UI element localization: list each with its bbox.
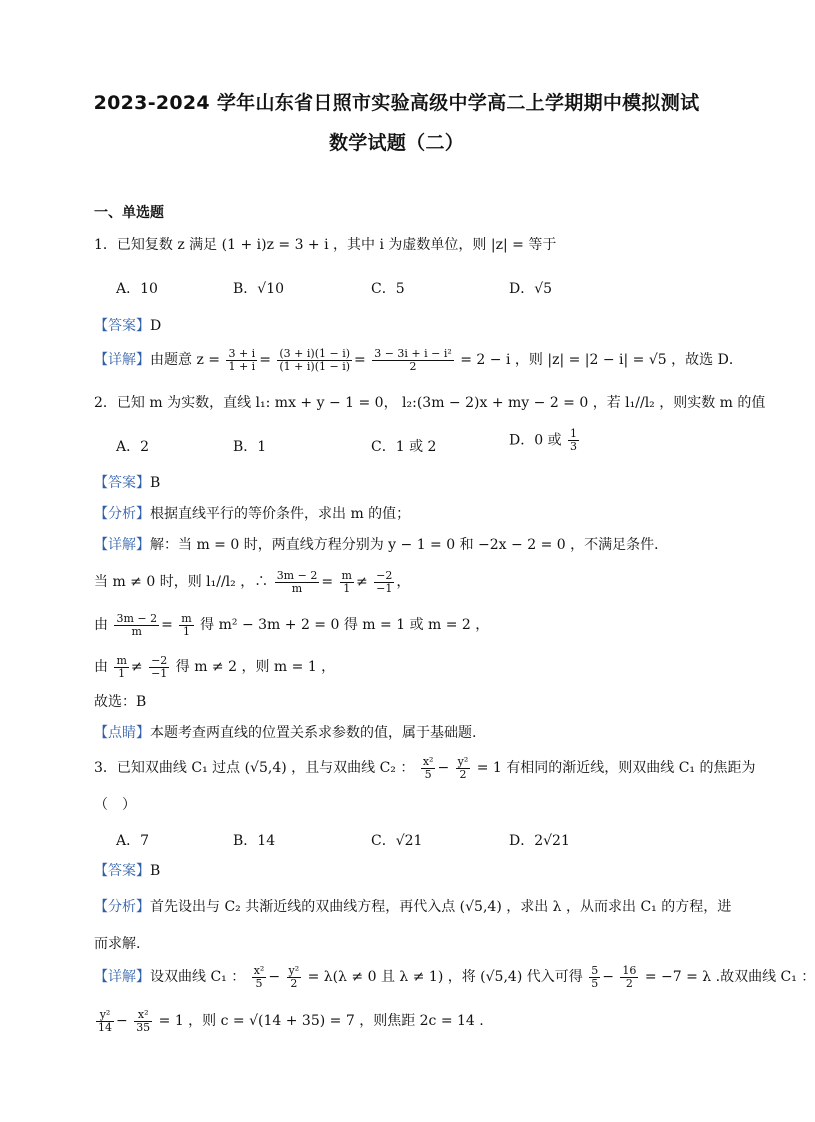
- q2-step1: 当 m ≠ 0 时，则 l₁//l₂ ，∴ $\frac{3m - 2}{m}$ = $\frac{m}{1}$ ≠ $\frac{-2}{-1}$ ，: [94, 568, 411, 595]
- answer-value: B: [150, 863, 161, 879]
- fraction: $\frac{\text{y²}}{14}$: [98, 1007, 112, 1034]
- q3-detail-text-a: 设双曲线 C₁ ：: [150, 969, 246, 985]
- fraction: $\frac{3m - 2}{m}$: [276, 568, 318, 595]
- q2-option-c: C．1 或 2: [371, 439, 437, 455]
- fraction: $\frac{\text{y²}}{2}$: [457, 754, 469, 781]
- answer-label: 【答案】: [94, 318, 150, 334]
- detail-label: 【详解】: [94, 969, 150, 985]
- answer-value: D: [150, 318, 162, 334]
- section-heading: 一、单选题: [94, 205, 164, 221]
- q3-stem-text-a: 3．已知双曲线 C₁ 过点 (√5,4) ，且与双曲线 C₂ ：: [94, 760, 415, 776]
- q2-step2-text-b: 得 m² − 3m + 2 = 0 得 m = 1 或 m = 2 ，: [200, 617, 490, 633]
- document-title-line2: 数学试题（二）: [328, 132, 465, 154]
- q3-stem: 3．已知双曲线 C₁ 过点 (√5,4) ，且与双曲线 C₂ ： $\frac{\text{x²}}{5}$ − $\frac{\text{y²}}{2}$ = 1 有相同的渐近线，则双曲线 C₁ 的焦距为: [94, 754, 756, 781]
- q3-detail-text-b: = λ(λ ≠ 0 且 λ ≠ 1) ，将 (√5,4) 代入可得: [307, 969, 583, 985]
- fraction: $\frac{\text{x²}}{35}$: [136, 1007, 151, 1034]
- answer-label: 【答案】: [94, 475, 150, 491]
- q2-step2: 由 $\frac{3m - 2}{m}$ = $\frac{m}{1}$ 得 m² − 3m + 2 = 0 得 m = 1 或 m = 2 ，: [94, 611, 490, 638]
- q2-answer: [94, 473, 713, 493]
- fraction: $\frac{1}{3}$: [570, 427, 578, 453]
- fraction: $\frac{m}{1}$: [341, 568, 352, 595]
- q3-stem-text-b: = 1 有相同的渐近线，则双曲线 C₁ 的焦距为: [476, 760, 756, 776]
- q1-detail-text-a: 由题意 z =: [150, 352, 221, 368]
- fraction: $\frac{\text{x²}}{5}$: [422, 754, 434, 781]
- q1-stem: 1．已知复数 z 满足 (1 + i)z = 3 + i ，其中 i 为虚数单位，则 |z| = 等于: [94, 237, 557, 253]
- fraction: $\frac{-2}{-1}$: [151, 653, 168, 680]
- q2-step2-text-a: 由: [94, 617, 108, 633]
- q2-comment-text: 本题考查两直线的位置关系求参数的值，属于基础题.: [150, 725, 477, 741]
- fraction: $\frac{3m - 2}{m}$: [116, 611, 158, 638]
- detail-label: 【详解】: [94, 537, 150, 553]
- fraction: $\frac{m}{1}$: [116, 653, 127, 680]
- q1-option-d: D．√5: [509, 281, 553, 297]
- comment-label: 【点睛】: [94, 725, 150, 741]
- fraction: $\frac{(3 + i)(1 - i)}{(1 + i)(1 - i)}$: [279, 346, 351, 373]
- q3-detail-line1: 【详解】设双曲线 C₁ ： $\frac{\text{x²}}{5}$ − $\frac{\text{y²}}{2}$ = λ(λ ≠ 0 且 λ ≠ 1) ，将 (√5,4) 代入可得 $\frac{5}{5}$ − $\frac{16}{2}$ = −7 = λ .故双曲线 C₁ ：: [94, 963, 815, 990]
- q3-paren: （ ）: [94, 797, 136, 813]
- q2-stem: 2．已知 m 为实数，直线 l₁: mx + y − 1 = 0， l₂:(3m − 2)x + my − 2 = 0 ，若 l₁//l₂ ，则实数 m 的值: [94, 395, 766, 411]
- q2-option-d: [509, 428, 581, 453]
- q2-comment: [94, 723, 713, 743]
- q2-option-b: B．1: [233, 439, 267, 455]
- q1-detail: 【详解】由题意 z = $\frac{3 + i}{1 + i}$ = $\frac{(3 + i)(1 - i)}{(1 + i)(1 - i)}$ = $\frac{\text{3 − 3i + i − i²}}{2}$ = 2 − i ，则 |z| = |2 − i| = √5 ，故选 D．: [94, 346, 743, 373]
- fraction: $\frac{-2}{-1}$: [376, 568, 393, 595]
- fraction: $\frac{3 + i}{1 + i}$: [228, 346, 256, 373]
- q3-option-b: B．14: [233, 833, 276, 849]
- q3-analysis-line1: [94, 897, 732, 917]
- q2-detail-text: 解：当 m = 0 时，两直线方程分别为 y − 1 = 0 和 −2x − 2 = 0 ，不满足条件．: [150, 537, 669, 553]
- q3-option-d: D．2√21: [509, 833, 570, 849]
- q3-option-a: A．7: [116, 833, 150, 849]
- q3-detail-text-c: = −7 = λ .故双曲线 C₁ ：: [644, 969, 815, 985]
- q2-step3: 由 $\frac{m}{1}$ ≠ $\frac{-2}{-1}$ 得 m ≠ 2 ，则 m = 1 ，: [94, 653, 336, 680]
- q2-option-d-label: D．0 或: [509, 432, 562, 449]
- q2-option-a: A．2: [116, 439, 150, 455]
- q2-analysis-text: 根据直线平行的等价条件，求出 m 的值；: [150, 506, 411, 522]
- fraction: $\frac{m}{1}$: [181, 611, 192, 638]
- q3-detail-line2: $\frac{\text{y²}}{14}$ − $\frac{\text{x²}}{35}$ = 1 ，则 c = √(14 + 35) = 7 ，则焦距 2c = 14 .: [98, 1007, 484, 1034]
- q1-option-b: B．√10: [233, 281, 285, 297]
- q3-answer: [94, 861, 713, 881]
- q2-analysis: [94, 504, 713, 524]
- detail-label: 【详解】: [94, 352, 150, 368]
- fraction: $\frac{\text{x²}}{5}$: [253, 963, 265, 990]
- analysis-label: 【分析】: [94, 506, 150, 522]
- q2-step1-text: 当 m ≠ 0 时，则 l₁//l₂ ，∴: [94, 574, 269, 590]
- q3-detail-text-d: = 1 ，则 c = √(14 + 35) = 7 ，则焦距 2c = 14 .: [158, 1013, 484, 1029]
- fraction: $\frac{5}{5}$: [591, 963, 599, 990]
- q1-option-c: C．5: [371, 281, 405, 297]
- q1-option-a: A．10: [116, 281, 158, 297]
- q3-analysis-line2: 而求解.: [94, 936, 141, 952]
- q2-detail: [94, 535, 713, 555]
- q1-detail-text-b: = 2 − i ，则 |z| = |2 − i| = √5 ，故选 D．: [460, 352, 743, 368]
- analysis-label: 【分析】: [94, 899, 150, 915]
- q2-step3-text-b: 得 m ≠ 2 ，则 m = 1 ，: [175, 659, 336, 675]
- q3-analysis-text-a: 首先设出与 C₂ 共渐近线的双曲线方程，再代入点 (√5,4) ，求出 λ ，从而求出 C₁ 的方程，进: [150, 899, 732, 915]
- q2-step3-text-a: 由: [94, 659, 108, 675]
- fraction: $\frac{16}{2}$: [622, 963, 637, 990]
- q2-choose: 故选：B: [94, 694, 147, 710]
- answer-value: B: [150, 475, 161, 491]
- q1-answer: [94, 316, 713, 336]
- fraction: $\frac{\text{3 − 3i + i − i²}}{2}$: [374, 346, 452, 373]
- fraction: $\frac{\text{y²}}{2}$: [288, 963, 300, 990]
- document-title-line1: 2023-2024 学年山东省日照市实验高级中学高二上学期期中模拟测试: [93, 92, 700, 114]
- answer-label: 【答案】: [94, 863, 150, 879]
- q3-option-c: C．√21: [371, 833, 423, 849]
